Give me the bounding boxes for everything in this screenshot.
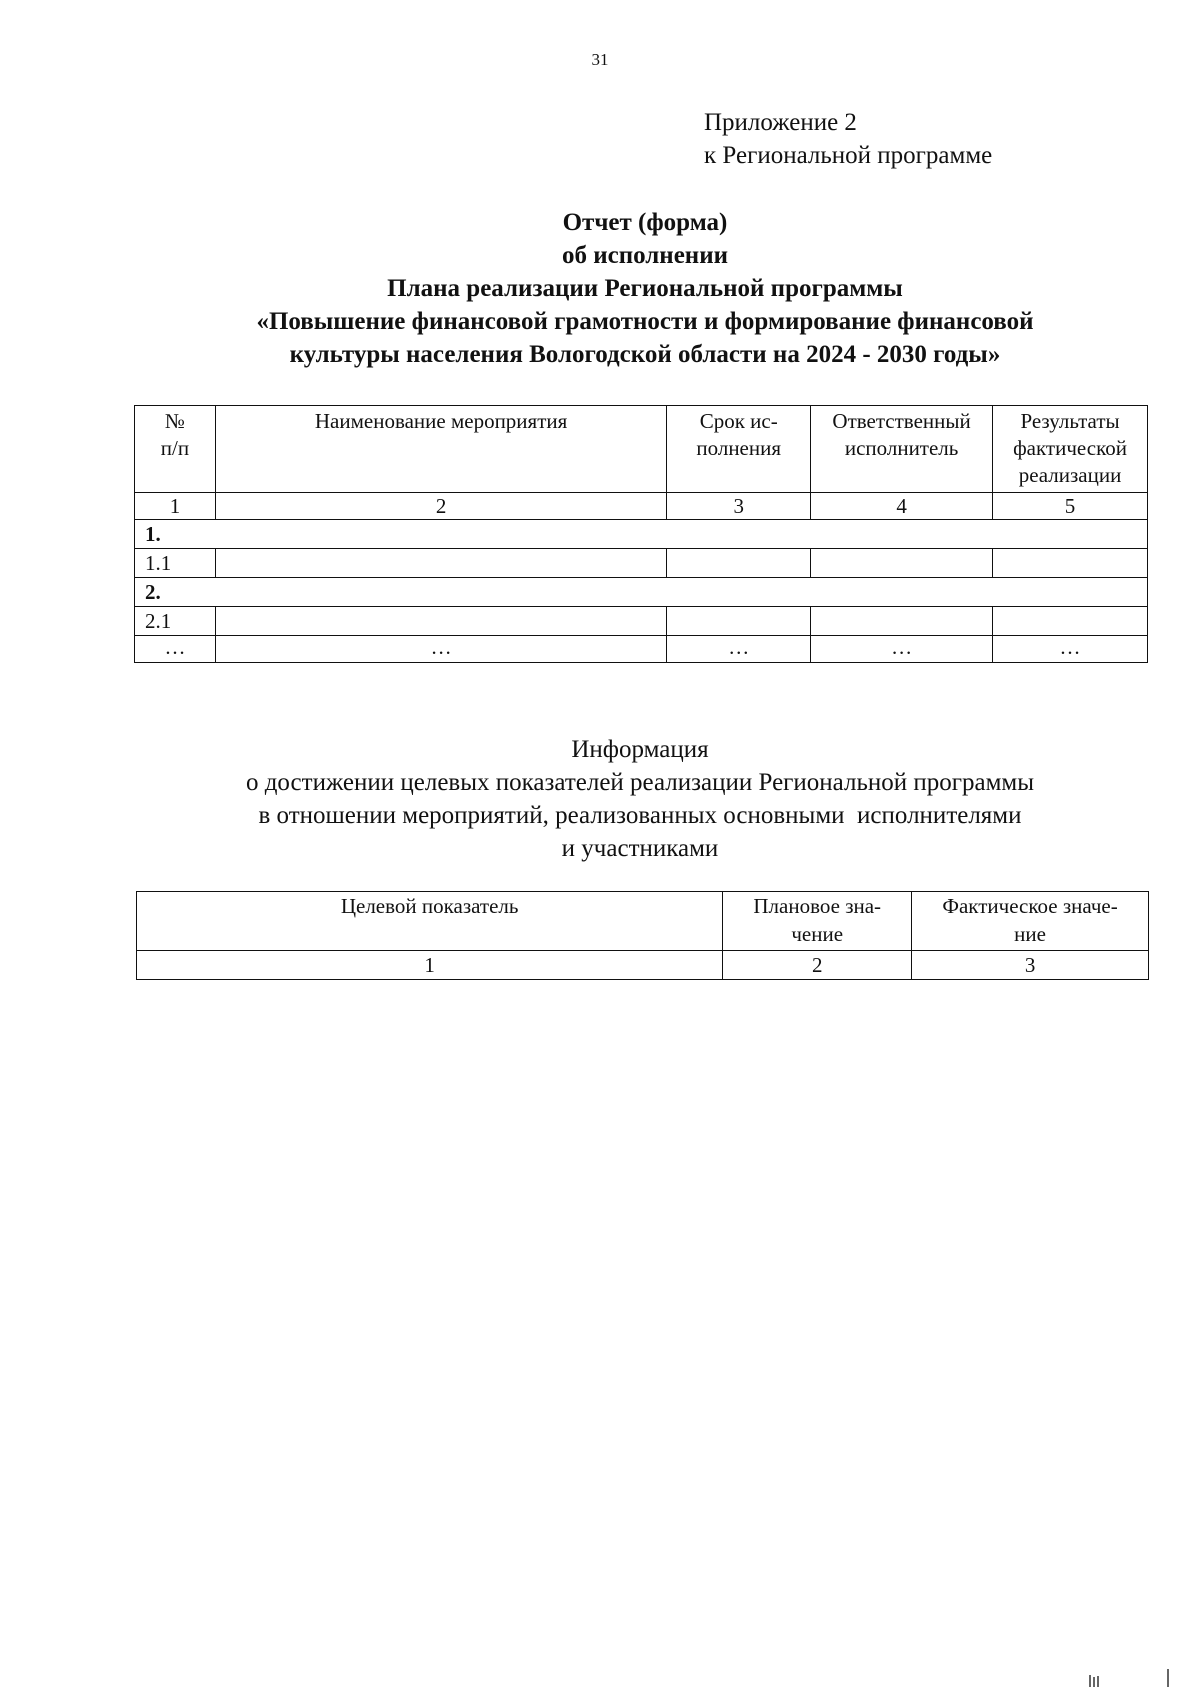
report-title-line-4: «Повышение финансовой грамотности и формирование финансовой bbox=[256, 308, 1034, 335]
row-cell-name[interactable] bbox=[215, 607, 666, 636]
table-row bbox=[135, 549, 1148, 578]
header-no-line-2: п/п bbox=[160, 436, 190, 460]
header-planned-line-1: Плановое зна- bbox=[753, 894, 882, 918]
row-cell-name[interactable] bbox=[215, 549, 666, 578]
report-table bbox=[134, 405, 1148, 663]
info-title-line-1: Информация bbox=[571, 736, 709, 763]
ellipsis-cell: … bbox=[993, 636, 1148, 663]
header-term bbox=[667, 406, 811, 493]
table-row bbox=[135, 607, 1148, 636]
row-number: 1.1 bbox=[135, 549, 216, 578]
column-number: 3 bbox=[667, 493, 811, 520]
header-results bbox=[993, 406, 1148, 493]
header-results-line-2: фактической bbox=[1013, 436, 1127, 460]
appendix-line-1: Приложение 2 bbox=[704, 109, 857, 136]
report-title-line-1: Отчет (форма) bbox=[562, 209, 728, 236]
header-indicator bbox=[137, 892, 723, 951]
ellipsis-cell: … bbox=[135, 636, 216, 663]
column-number-row bbox=[135, 493, 1148, 520]
header-name bbox=[215, 406, 666, 493]
appendix-line-2: к Региональной программе bbox=[704, 142, 993, 169]
header-actual bbox=[912, 892, 1149, 951]
column-number: 1 bbox=[137, 951, 723, 980]
report-title bbox=[0, 206, 1200, 371]
header-indicator-text: Целевой показатель bbox=[340, 894, 519, 918]
section-row bbox=[135, 520, 1148, 549]
info-title bbox=[0, 733, 1200, 865]
header-term-line-1: Срок ис- bbox=[699, 409, 778, 433]
appendix-note bbox=[704, 106, 992, 172]
column-number: 5 bbox=[993, 493, 1148, 520]
section-label: 2. bbox=[135, 578, 1148, 607]
report-table-header-row bbox=[135, 406, 1148, 493]
row-cell-term[interactable] bbox=[667, 607, 811, 636]
report-title-line-3: Плана реализации Региональной программы bbox=[387, 275, 903, 302]
ellipsis-cell: … bbox=[215, 636, 666, 663]
report-title-line-5: культуры населения Вологодской области на 2024 - 2030 годы» bbox=[289, 341, 1001, 368]
header-term-line-2: полнения bbox=[696, 436, 782, 460]
row-cell-results[interactable] bbox=[993, 607, 1148, 636]
info-title-line-4: и участниками bbox=[561, 835, 719, 862]
row-number: 2.1 bbox=[135, 607, 216, 636]
info-title-line-3: в отношении мероприятий, реализованных основными исполнителями bbox=[258, 802, 1022, 829]
ellipsis-row bbox=[135, 636, 1148, 663]
indicators-header-row bbox=[137, 892, 1149, 951]
column-number: 4 bbox=[811, 493, 993, 520]
ellipsis-cell: … bbox=[811, 636, 993, 663]
header-results-line-3: реализации bbox=[1018, 463, 1122, 487]
header-no bbox=[135, 406, 216, 493]
header-no-line-1: № bbox=[164, 409, 185, 433]
header-responsible-line-2: исполнитель bbox=[844, 436, 959, 460]
section-row bbox=[135, 578, 1148, 607]
info-title-line-2: о достижении целевых показателей реализации Региональной программы bbox=[245, 769, 1035, 796]
header-actual-line-1: Фактическое значе- bbox=[942, 894, 1118, 918]
header-planned-line-2: чение bbox=[791, 922, 844, 946]
row-cell-results[interactable] bbox=[993, 549, 1148, 578]
header-responsible bbox=[811, 406, 993, 493]
indicators-number-row bbox=[137, 951, 1149, 980]
report-title-line-2: об исполнении bbox=[561, 242, 729, 269]
row-cell-responsible[interactable] bbox=[811, 549, 993, 578]
row-cell-responsible[interactable] bbox=[811, 607, 993, 636]
header-actual-line-2: ние bbox=[1014, 922, 1046, 946]
row-cell-term[interactable] bbox=[667, 549, 811, 578]
column-number: 2 bbox=[215, 493, 666, 520]
column-number: 3 bbox=[912, 951, 1149, 980]
header-responsible-line-1: Ответственный bbox=[832, 409, 971, 433]
ellipsis-cell: … bbox=[667, 636, 811, 663]
column-number: 2 bbox=[723, 951, 912, 980]
page-number: 31 bbox=[591, 50, 609, 69]
indicators-table bbox=[136, 891, 1149, 980]
header-planned bbox=[723, 892, 912, 951]
column-number: 1 bbox=[135, 493, 216, 520]
section-label: 1. bbox=[135, 520, 1148, 549]
header-name-text: Наименование мероприятия bbox=[314, 409, 568, 433]
scan-edge-marks bbox=[1076, 1665, 1186, 1687]
header-results-line-1: Результаты bbox=[1020, 409, 1120, 433]
